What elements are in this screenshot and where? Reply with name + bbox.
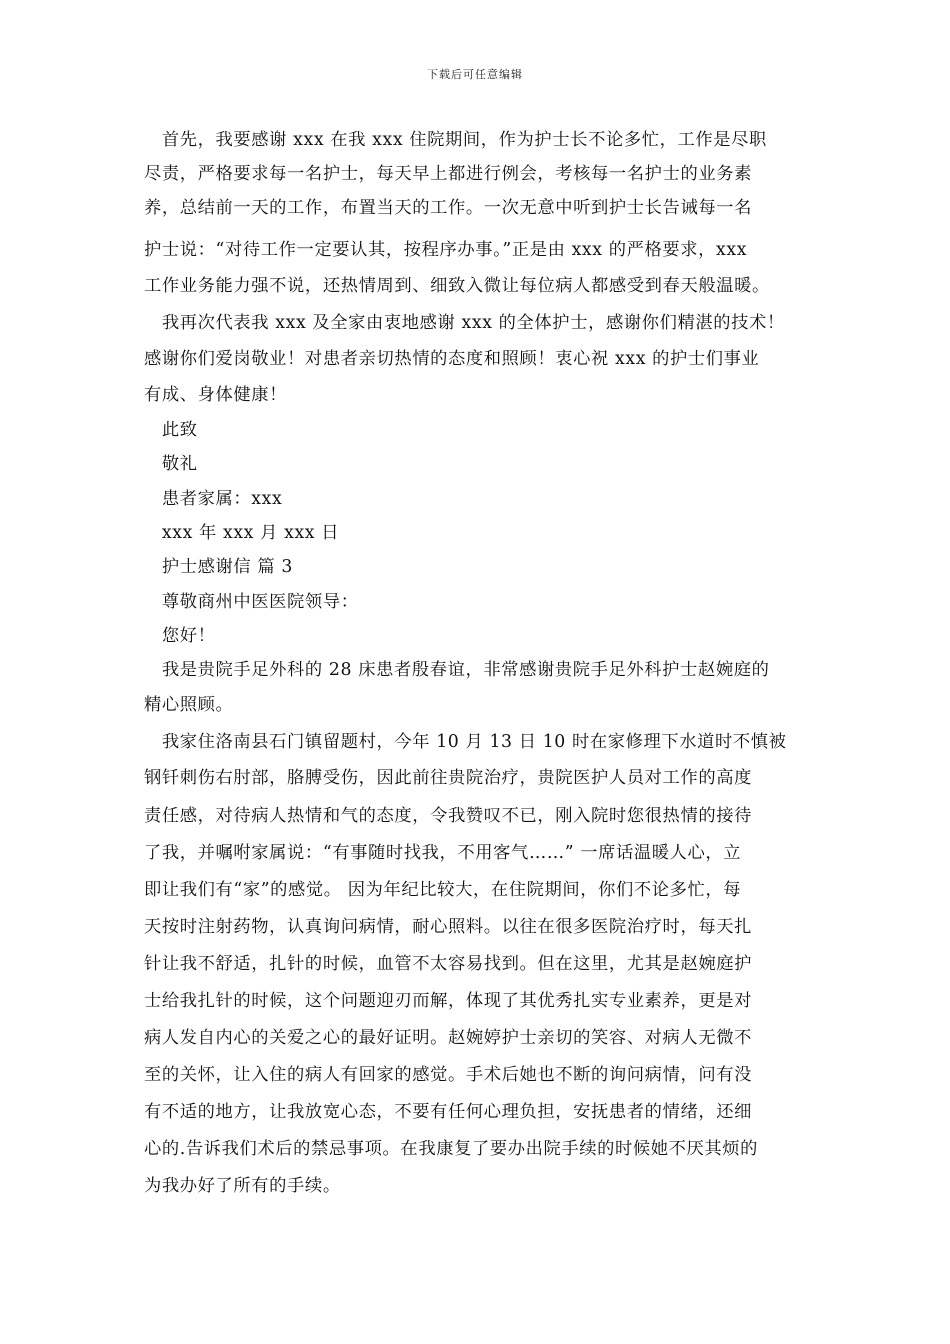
text-line: 士给我扎针的时候，这个问题迎刃而解，体现了其优秀扎实专业素养，更是对 — [144, 991, 752, 1011]
text-line: 为我办好了所有的手续。 — [144, 1176, 341, 1196]
text-line: 针让我不舒适，扎针的时候，血管不太容易找到。但在这里，尤其是赵婉庭护 — [144, 954, 752, 974]
text-line: 责任感，对待病人热情和气的态度，令我赞叹不已，刚入院时您很热情的接待 — [144, 806, 752, 826]
text-line: 至的关怀，让入住的病人有回家的感觉。手术后她也不断的询问病情，问有没 — [144, 1065, 752, 1085]
text-line: 我再次代表我 xxx 及全家由衷地感谢 xxx 的全体护士，感谢你们精湛的技术！ — [144, 313, 785, 333]
text-line: 精心照顾。 — [144, 695, 234, 715]
text-line: 您好！ — [144, 626, 216, 646]
text-line: 护士说：“对待工作一定要认其，按程序办事。”正是由 xxx 的严格要求，xxx — [144, 240, 748, 260]
text-line: 钢钎刺伤右肘部，胳膊受伤，因此前往贵院治疗，贵院医护人员对工作的高度 — [144, 768, 752, 788]
text-line: 护士感谢信 篇 3 — [144, 557, 293, 577]
text-line: 有成、身体健康！ — [144, 385, 288, 405]
text-line: 病人发自内心的关爱之心的最好证明。赵婉婷护士亲切的笑容、对病人无微不 — [144, 1028, 752, 1048]
text-line: 养，总结前一天的工作，布置当天的工作。一次无意中听到护士长告诫每一名 — [144, 198, 752, 218]
text-line: 即让我们有“家”的感觉。 因为年纪比较大，在住院期间，你们不论多忙，每 — [144, 880, 742, 900]
page-header: 下载后可任意编辑 — [427, 68, 523, 81]
text-line: 天按时注射药物，认真询问病情，耐心照料。以往在很多医院治疗时，每天扎 — [144, 917, 752, 937]
text-line: 感谢你们爱岗敬业！对患者亲切热情的态度和照顾！衷心祝 xxx 的护士们事业 — [144, 349, 760, 369]
text-line: 尊敬商州中医医院领导： — [144, 592, 359, 612]
text-line: 此致 — [144, 420, 198, 440]
text-line: 我家住洛南县石门镇留题村，今年 10 月 13 日 10 时在家修理下水道时不慎被 — [144, 732, 787, 752]
text-line: 尽责，严格要求每一名护士，每天早上都进行例会，考核每一名护士的业务素 — [144, 164, 752, 184]
text-line: 我是贵院手足外科的 28 床患者殷春谊，非常感谢贵院手足外科护士赵婉庭的 — [144, 660, 770, 680]
text-line: 首先，我要感谢 xxx 在我 xxx 住院期间，作为护士长不论多忙，工作是尽职 — [144, 130, 767, 150]
text-line: 心的.告诉我们术后的禁忌事项。在我康复了要办出院手续的时候她不厌其烦的 — [144, 1139, 759, 1159]
text-line: 患者家属：xxx — [144, 489, 283, 509]
text-line: 工作业务能力强不说，还热情周到、细致入微让每位病人都感受到春天般温暖。 — [144, 276, 770, 296]
text-line: 了我，并嘱咐家属说：“有事随时找我，不用客气……” 一席话温暖人心，立 — [144, 843, 742, 863]
text-line: 有不适的地方，让我放宽心态，不要有任何心理负担，安抚患者的情绪，还细 — [144, 1102, 752, 1122]
text-line: 敬礼 — [144, 454, 198, 474]
text-line: xxx 年 xxx 月 xxx 日 — [144, 523, 340, 543]
